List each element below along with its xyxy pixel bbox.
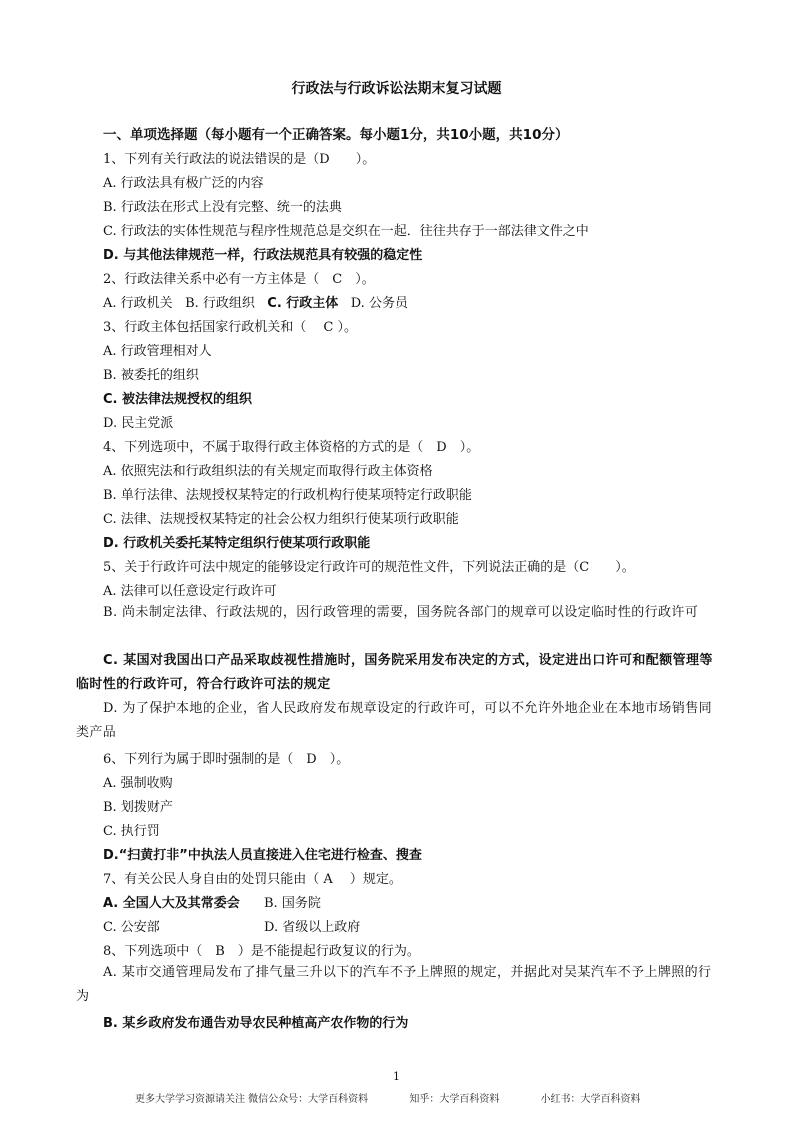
document-title: 行政法与行政诉讼法期末复习试题 xyxy=(291,81,502,97)
inline-options-row xyxy=(103,295,408,313)
option-text: B. 国务院 xyxy=(264,896,321,911)
option-text: B. 行政组织 xyxy=(185,296,255,311)
page-number: 1 xyxy=(393,1070,400,1083)
section-heading: 一、单项选择题（每小题有一个正确答案。每小题1分，共10小题，共10分） xyxy=(103,127,569,143)
footer-xiaohongshu-text: 小红书：大学百科资料 xyxy=(540,1094,641,1105)
option-text: D. 民主党派 xyxy=(103,416,174,431)
footer-wechat-text: 更多大学学习资源请关注 微信公众号：大学百科资料 xyxy=(135,1094,369,1105)
option-text: C. 行政法的实体性规范与程序性规范总是交织在一起．往往共存于一部法律文件之中 xyxy=(103,224,589,239)
correct-option-text: D. 行政机关委托某特定组织行使某项行政职能 xyxy=(103,536,371,551)
question-stem: 4、下列选项中，不属于取得行政主体资格的方式的是（ D ）。 xyxy=(103,440,480,455)
option-text: A. 依照宪法和行政组织法的有关规定而取得行政主体资格 xyxy=(103,464,433,479)
option-text: B. 单行法律、法规授权某特定的行政机构行使某项特定行政职能 xyxy=(103,488,472,503)
option-text: C. 公安部 xyxy=(103,920,160,935)
option-text: B. 尚未制定法律、行政法规的，因行政管理的需要，国务院各部门的规章可以设定临时性的行政许可 xyxy=(103,605,699,620)
question-stem: 8、下列选项中（ B ）是不能提起行政复议的行为。 xyxy=(103,944,420,959)
question-stem: 5、关于行政许可法中规定的能够设定行政许可的规范性文件，下列说法正确的是（C ）。 xyxy=(103,560,635,575)
option-text: A. 强制收购 xyxy=(103,776,173,791)
question-stem: 6、下列行为属于即时强制的是（ D ）。 xyxy=(103,752,350,767)
correct-option-text: C. 被法律法规授权的组织 xyxy=(103,392,253,407)
option-text: D. 省级以上政府 xyxy=(264,920,361,935)
option-text: D. 公务员 xyxy=(350,296,408,311)
question-stem: 1、下列有关行政法的说法错误的是（D ）。 xyxy=(103,152,376,167)
correct-option-text: C. 行政主体 xyxy=(267,296,339,311)
question-stem: 7、有关公民人身自由的处罚只能由（ A ）规定。 xyxy=(103,872,402,887)
correct-option-text: C. 某国对我国出口产品采取歧视性措施时，国务院采用发布决定的方式，设定进出口许可和配额管理等临时性的行政许可，符合行政许可法的规定 xyxy=(76,653,713,692)
option-text: B. 被委托的组织 xyxy=(103,368,199,383)
correct-option-text: A. 全国人大及其常委会 xyxy=(103,896,240,911)
footer-zhihu-text: 知乎：大学百科资料 xyxy=(409,1094,500,1105)
option-text: A. 行政法具有极广泛的内容 xyxy=(103,176,264,191)
option-text: A. 行政管理相对人 xyxy=(103,344,212,359)
option-text: C. 执行罚 xyxy=(103,824,160,839)
option-text: A. 法律可以任意设定行政许可 xyxy=(103,584,277,599)
correct-option-text: D. 与其他法律规范一样，行政法规范具有较强的稳定性 xyxy=(103,248,423,263)
question-stem: 2、行政法律关系中必有一方主体是（ C ）。 xyxy=(103,272,375,287)
option-text: A. 行政机关 xyxy=(103,296,173,311)
option-text: C. 法律、法规授权某特定的社会公权力组织行使某项行政职能 xyxy=(103,512,459,527)
option-text: B. 行政法在形式上没有完整、统一的法典 xyxy=(103,200,342,215)
correct-option-text: D.“扫黄打非”中执法人员直接进入住宅进行检查、搜查 xyxy=(103,848,422,863)
question-stem: 3、行政主体包括国家行政机关和（ C ）。 xyxy=(103,320,357,335)
option-text: D. 为了保护本地的企业，省人民政府发布规章设定的行政许可，可以不允许外地企业在本地市场销售同类产品 xyxy=(76,701,713,740)
correct-option-text: B. 某乡政府发布通告劝导农民种植高产农作物的行为 xyxy=(103,1016,409,1031)
footer-promo xyxy=(135,1090,679,1105)
option-text: B. 划拨财产 xyxy=(103,800,173,815)
option-text: A. 某市交通管理局发布了排气量三升以下的汽车不予上牌照的规定，并据此对吴某汽车不予上牌照的行为 xyxy=(76,965,712,1004)
